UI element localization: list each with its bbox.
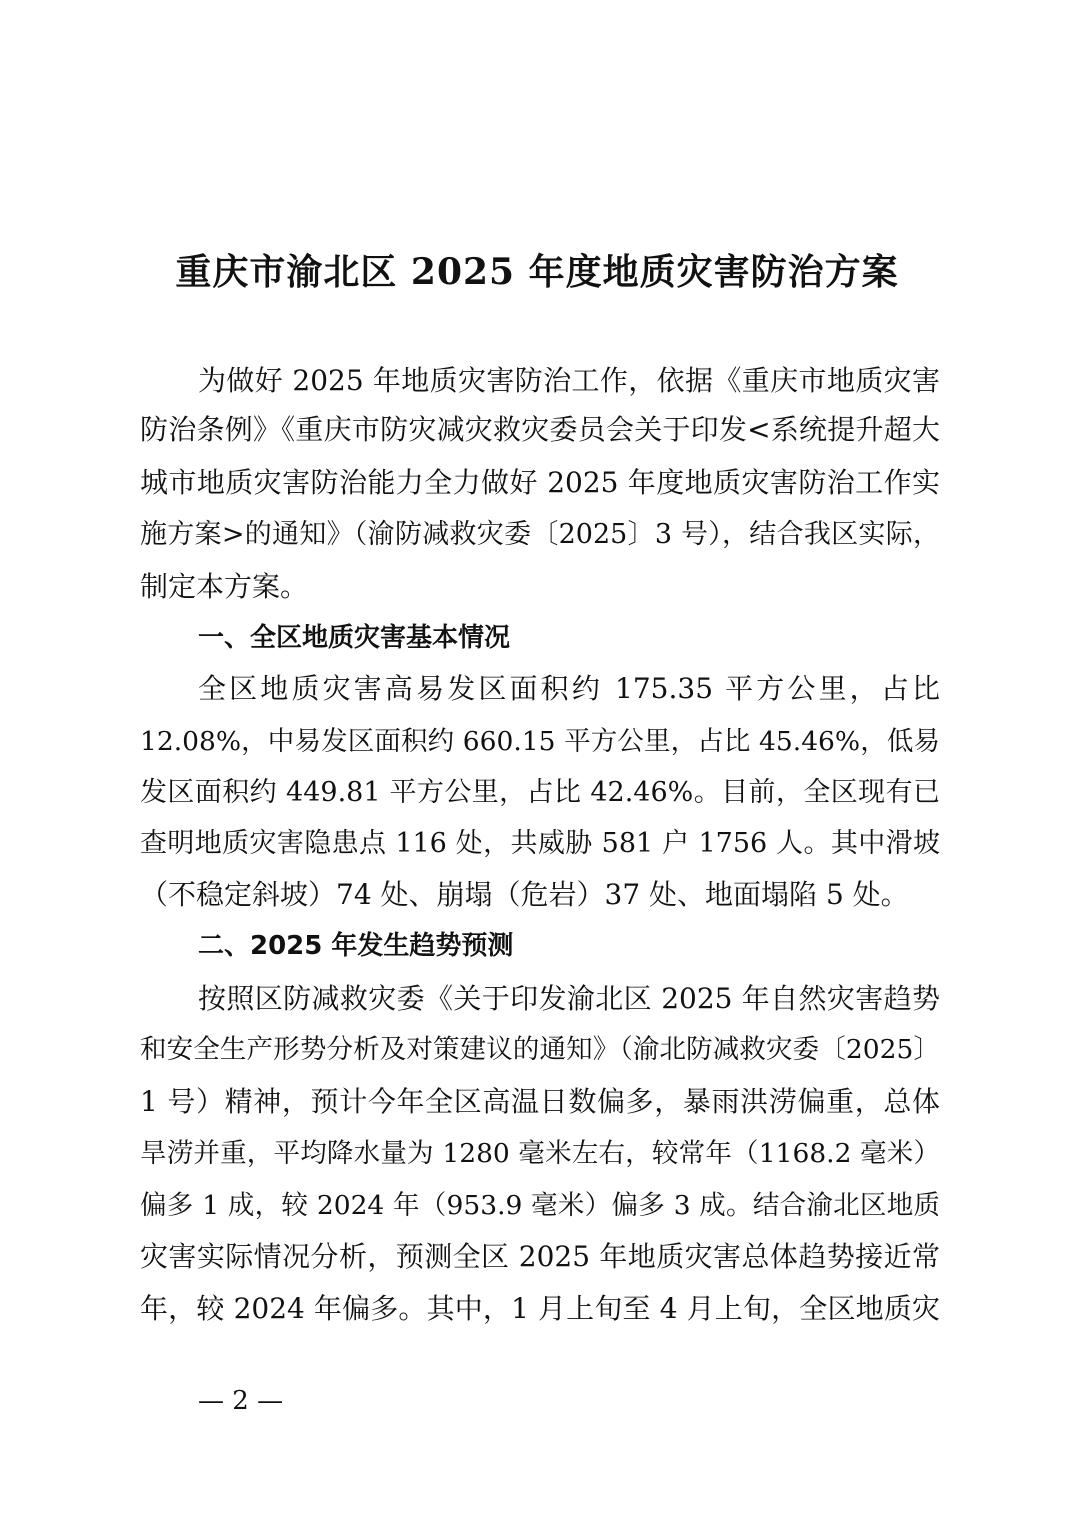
section-2-line-4: 旱涝并重，平均降水量为 1280 毫米左右，较常年（1168.2 毫米） bbox=[140, 1138, 940, 1169]
section-1-heading: 一、全区地质灾害基本情况 bbox=[198, 623, 511, 653]
intro-line-1: 为做好 2025 年地质灾害防治工作，依据《重庆市地质灾害 bbox=[198, 364, 940, 397]
section-2-heading: 二、2025 年发生趋势预测 bbox=[198, 931, 514, 961]
section-2-line-7: 年，较 2024 年偏多。其中，1 月上旬至 4 月上旬，全区地质灾 bbox=[140, 1292, 940, 1325]
section-2-line-5: 偏多 1 成，较 2024 年（953.9 毫米）偏多 3 成。结合渝北区地质 bbox=[140, 1190, 940, 1221]
page-number: — 2 — bbox=[198, 1386, 284, 1416]
section-2-line-3: 1 号）精神，预计今年全区高温日数偏多，暴雨洪涝偏重，总体 bbox=[140, 1085, 940, 1118]
intro-line-3: 城市地质灾害防治能力全力做好 2025 年度地质灾害防治工作实 bbox=[140, 466, 940, 499]
section-1-line-1: 全区地质灾害高易发区面积约 175.35 平方公里，占比 bbox=[198, 672, 940, 705]
section-1-line-2: 12.08%，中易发区面积约 660.15 平方公里，占比 45.46%，低易 bbox=[140, 726, 940, 757]
section-1-line-4: 查明地质灾害隐患点 116 处，共威胁 581 户 1756 人。其中滑坡 bbox=[140, 828, 940, 859]
intro-line-2: 防治条例》《重庆市防灾减灾救灾委员会关于印发<系统提升超大 bbox=[140, 413, 940, 446]
section-2-line-6: 灾害实际情况分析，预测全区 2025 年地质灾害总体趋势接近常 bbox=[140, 1240, 940, 1273]
section-2-line-1: 按照区防减救灾委《关于印发渝北区 2025 年自然灾害趋势 bbox=[198, 982, 940, 1015]
intro-line-4: 施方案>的通知》（渝防减救灾委〔2025〕3 号），结合我区实际， bbox=[140, 519, 940, 550]
section-2-line-2: 和安全生产形势分析及对策建议的通知》（渝北防减救灾委〔2025〕 bbox=[140, 1034, 940, 1065]
section-1-line-3: 发区面积约 449.81 平方公里，占比 42.46%。目前，全区现有已 bbox=[140, 777, 940, 808]
document-title: 重庆市渝北区 2025 年度地质灾害防治方案 bbox=[175, 251, 899, 293]
section-1-line-5: （不稳定斜坡）74 处、崩塌（危岩）37 处、地面塌陷 5 处。 bbox=[140, 878, 909, 911]
intro-line-5: 制定本方案。 bbox=[140, 570, 309, 603]
